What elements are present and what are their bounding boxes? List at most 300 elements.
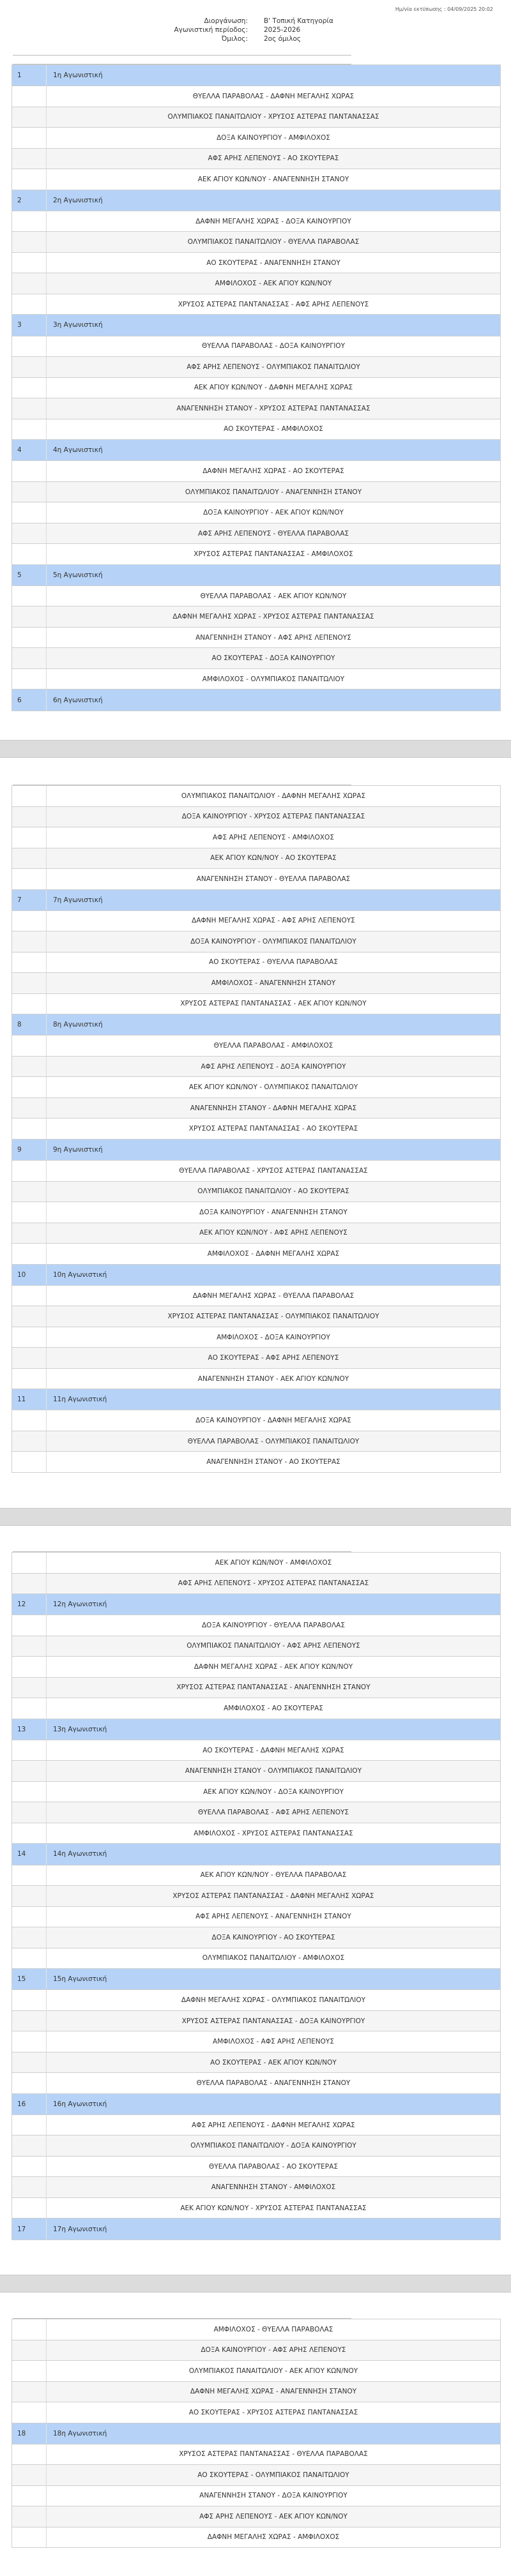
match-label: ΑΕΚ ΑΓΙΟΥ ΚΩΝ/ΝΟΥ - ΟΛΥΜΠΙΑΚΟΣ ΠΑΝΑΙΤΩΛΙΟΥ: [188, 1083, 358, 1092]
round-number: 16: [12, 2094, 47, 2114]
match-spacer-cell: [12, 2177, 47, 2197]
match-label: ΑΝΑΓΕΝΝΗΣΗ ΣΤΑΝΟΥ - ΑΦΣ ΑΡΗΣ ΛΕΠΕΝΟΥΣ: [195, 633, 351, 642]
match-spacer-cell: [12, 294, 47, 315]
round-label: 10η Αγωνιστική: [53, 1270, 107, 1279]
match-spacer-cell: [12, 1369, 47, 1389]
match-row: [12, 2198, 500, 2219]
round-label: 18η Αγωνιστική: [53, 2429, 107, 2437]
match-row: [12, 2402, 500, 2423]
match-label: ΟΛΥΜΠΙΑΚΟΣ ΠΑΝΑΙΤΩΛΙΟΥ - ΔΟΞΑ ΚΑΙΝΟΥΡΓΙΟΥ: [190, 2142, 356, 2150]
match-spacer-cell: [12, 1740, 47, 1761]
match-label: ΘΥΕΛΛΑ ΠΑΡΑΒΟΛΑΣ - ΔΑΦΝΗ ΜΕΓΑΛΗΣ ΧΩΡΑΣ: [192, 92, 355, 100]
match-spacer-cell: [12, 1077, 47, 1097]
round-header-row: [12, 315, 500, 336]
match-label: ΑΦΣ ΑΡΗΣ ΛΕΠΕΝΟΥΣ - ΑΟ ΣΚΟΥΤΕΡΑΣ: [208, 154, 339, 163]
match-row: [12, 169, 500, 190]
match-spacer-cell: [12, 2011, 47, 2031]
match-row: [12, 1286, 500, 1307]
match-spacer-cell: [12, 2135, 47, 2156]
match-spacer-cell: [12, 482, 47, 502]
match-spacer-cell: [12, 2340, 47, 2361]
match-spacer-cell: [12, 1907, 47, 1927]
match-row: [12, 1657, 500, 1678]
match-row: [12, 1431, 500, 1452]
match-spacer-cell: [12, 2486, 47, 2506]
match-label: ΑΟ ΣΚΟΥΤΕΡΑΣ - ΧΡΥΣΟΣ ΑΣΤΕΡΑΣ ΠΑΝΤΑΝΑΣΣΑΣ: [188, 2408, 358, 2416]
match-spacer-cell: [12, 648, 47, 668]
round-number: 18: [12, 2423, 47, 2444]
match-spacer-cell: [12, 1657, 47, 1677]
match-row: [12, 911, 500, 932]
match-spacer-cell: [12, 1244, 47, 1264]
match-label: ΑΝΑΓΕΝΝΗΣΗ ΣΤΑΝΟΥ - ΔΑΦΝΗ ΜΕΓΑΛΗΣ ΧΩΡΑΣ: [190, 1104, 357, 1112]
match-label: ΑΕΚ ΑΓΙΟΥ ΚΩΝ/ΝΟΥ - ΑΦΣ ΑΡΗΣ ΛΕΠΕΝΟΥΣ: [199, 1229, 347, 1237]
match-row: [12, 398, 500, 419]
match-row: [12, 357, 500, 378]
match-label: ΔΑΦΝΗ ΜΕΓΑΛΗΣ ΧΩΡΑΣ - ΟΛΥΜΠΙΑΚΟΣ ΠΑΝΑΙΤΩΛΙΟΥ: [181, 1996, 366, 2004]
match-label: ΟΛΥΜΠΙΑΚΟΣ ΠΑΝΑΙΤΩΛΙΟΥ - ΘΥΕΛΛΑ ΠΑΡΑΒΟΛΑΣ: [187, 238, 360, 246]
round-label: 16η Αγωνιστική: [53, 2100, 107, 2108]
match-label: ΑΝΑΓΕΝΝΗΣΗ ΣΤΑΝΟΥ - ΑΜΦΙΛΟΧΟΣ: [211, 2183, 336, 2192]
match-row: [12, 648, 500, 669]
round-header-row: [12, 2423, 500, 2444]
match-row: [12, 1574, 500, 1595]
match-label: ΔΑΦΝΗ ΜΕΓΑΛΗΣ ΧΩΡΑΣ - ΑΝΑΓΕΝΝΗΣΗ ΣΤΑΝΟΥ: [190, 2388, 357, 2396]
organizer-label: Διοργάνωση:: [204, 17, 248, 25]
match-row: [12, 786, 500, 807]
document-header: [0, 17, 511, 43]
match-row: [12, 107, 500, 128]
match-row: [12, 1348, 500, 1369]
round-label: 17η Αγωνιστική: [53, 2225, 107, 2233]
round-number: 1: [12, 65, 47, 86]
match-label: ΧΡΥΣΟΣ ΑΣΤΕΡΑΣ ΠΑΝΤΑΝΑΣΣΑΣ - ΔΑΦΝΗ ΜΕΓΑΛΗΣ ΧΩΡΑΣ: [172, 1892, 374, 1900]
match-label: ΑΝΑΓΕΝΝΗΣΗ ΣΤΑΝΟΥ - ΘΥΕΛΛΑ ΠΑΡΑΒΟΛΑΣ: [196, 875, 351, 883]
match-label: ΑΜΦΙΛΟΧΟΣ - ΑΟ ΣΚΟΥΤΕΡΑΣ: [224, 1704, 323, 1712]
match-spacer-cell: [12, 378, 47, 398]
match-spacer-cell: [12, 149, 47, 169]
match-label: ΑΜΦΙΛΟΧΟΣ - ΔΟΞΑ ΚΑΙΝΟΥΡΓΙΟΥ: [217, 1333, 330, 1341]
round-number: 11: [12, 1389, 47, 1410]
match-label: ΑΦΣ ΑΡΗΣ ΛΕΠΕΝΟΥΣ - ΑΕΚ ΑΓΙΟΥ ΚΩΝ/ΝΟΥ: [199, 2512, 347, 2520]
match-spacer-cell: [12, 1574, 47, 1594]
table-top-rule: [13, 55, 351, 64]
match-row: [12, 1761, 500, 1782]
match-spacer-cell: [12, 1410, 47, 1431]
fixtures-table: [11, 785, 501, 1473]
round-header-row: [12, 1844, 500, 1865]
match-spacer-cell: [12, 1223, 47, 1244]
match-spacer-cell: [12, 1761, 47, 1781]
match-row: [12, 128, 500, 149]
fixture-page: [11, 2310, 501, 2548]
match-label: ΑΕΚ ΑΓΙΟΥ ΚΩΝ/ΝΟΥ - ΔΑΦΝΗ ΜΕΓΑΛΗΣ ΧΩΡΑΣ: [194, 384, 353, 392]
round-header-row: [12, 2094, 500, 2115]
match-label: ΧΡΥΣΟΣ ΑΣΤΕΡΑΣ ΠΑΝΤΑΝΑΣΣΑΣ - ΑΦΣ ΑΡΗΣ ΛΕΠΕΝΟΥΣ: [178, 300, 369, 308]
group-row: [0, 34, 511, 43]
round-label: 9η Αγωνιστική: [53, 1145, 103, 1154]
fixture-page: [11, 55, 501, 711]
match-spacer-cell: [12, 2402, 47, 2423]
match-spacer-cell: [12, 994, 47, 1014]
organizer-value: Β' Τοπική Κατηγορία: [264, 17, 333, 25]
round-number: 7: [12, 890, 47, 910]
match-label: ΑΟ ΣΚΟΥΤΕΡΑΣ - ΔΟΞΑ ΚΑΙΝΟΥΡΓΙΟΥ: [211, 654, 335, 663]
match-row: [12, 869, 500, 890]
match-spacer-cell: [12, 2444, 47, 2465]
match-row: [12, 973, 500, 994]
print-date: Ημ/νία εκτύπωσης : 04/09/2025 20:02: [395, 6, 493, 12]
match-label: ΑΦΣ ΑΡΗΣ ΛΕΠΕΝΟΥΣ - ΑΝΑΓΕΝΝΗΣΗ ΣΤΑΝΟΥ: [195, 1913, 351, 1921]
match-spacer-cell: [12, 911, 47, 931]
match-spacer-cell: [12, 953, 47, 973]
match-label: ΑΟ ΣΚΟΥΤΕΡΑΣ - ΔΑΦΝΗ ΜΕΓΑΛΗΣ ΧΩΡΑΣ: [202, 1746, 344, 1754]
match-spacer-cell: [12, 211, 47, 232]
round-header-row: [12, 1969, 500, 1990]
match-label: ΧΡΥΣΟΣ ΑΣΤΕΡΑΣ ΠΑΝΤΑΝΑΣΣΑΣ - ΔΟΞΑ ΚΑΙΝΟΥΡΓΙΟΥ: [181, 2017, 365, 2025]
match-row: [12, 1077, 500, 1098]
match-label: ΘΥΕΛΛΑ ΠΑΡΑΒΟΛΑΣ - ΑΕΚ ΑΓΙΟΥ ΚΩΝ/ΝΟΥ: [200, 592, 347, 600]
match-spacer-cell: [12, 1202, 47, 1223]
match-row: [12, 2073, 500, 2094]
match-row: [12, 1202, 500, 1223]
match-label: ΑΟ ΣΚΟΥΤΕΡΑΣ - ΟΛΥΜΠΙΑΚΟΣ ΠΑΝΑΙΤΩΛΙΟΥ: [197, 2471, 349, 2479]
match-spacer-cell: [12, 1990, 47, 2010]
match-spacer-cell: [12, 827, 47, 848]
match-row: [12, 86, 500, 107]
match-row: [12, 628, 500, 649]
match-row: [12, 807, 500, 828]
match-label: ΑΦΣ ΑΡΗΣ ΛΕΠΕΝΟΥΣ - ΔΟΞΑ ΚΑΙΝΟΥΡΓΙΟΥ: [201, 1062, 346, 1071]
round-label: 5η Αγωνιστική: [53, 571, 103, 579]
match-spacer-cell: [12, 848, 47, 869]
match-row: [12, 1410, 500, 1431]
match-label: ΑΕΚ ΑΓΙΟΥ ΚΩΝ/ΝΟΥ - ΑΟ ΣΚΟΥΤΕΡΑΣ: [210, 854, 337, 862]
match-row: [12, 2011, 500, 2032]
match-spacer-cell: [12, 253, 47, 273]
match-spacer-cell: [12, 586, 47, 606]
round-label: 3η Αγωνιστική: [53, 321, 103, 329]
match-spacer-cell: [12, 2157, 47, 2177]
match-label: ΑΝΑΓΕΝΝΗΣΗ ΣΤΑΝΟΥ - ΑΕΚ ΑΓΙΟΥ ΚΩΝ/ΝΟΥ: [197, 1375, 349, 1383]
match-row: [12, 1161, 500, 1182]
match-spacer-cell: [12, 606, 47, 627]
round-label: 2η Αγωνιστική: [53, 196, 103, 204]
round-label: 11η Αγωνιστική: [53, 1396, 107, 1404]
match-spacer-cell: [12, 1636, 47, 1657]
match-label: ΟΛΥΜΠΙΑΚΟΣ ΠΑΝΑΙΤΩΛΙΟΥ - ΑΦΣ ΑΡΗΣ ΛΕΠΕΝΟΥΣ: [187, 1642, 360, 1650]
match-spacer-cell: [12, 1327, 47, 1348]
match-label: ΔΑΦΝΗ ΜΕΓΑΛΗΣ ΧΩΡΑΣ - ΑΦΣ ΑΡΗΣ ΛΕΠΕΝΟΥΣ: [192, 917, 355, 925]
match-spacer-cell: [12, 807, 47, 827]
match-row: [12, 1369, 500, 1390]
match-spacer-cell: [12, 1927, 47, 1948]
match-label: ΔΑΦΝΗ ΜΕΓΑΛΗΣ ΧΩΡΑΣ - ΑΟ ΣΚΟΥΤΕΡΑΣ: [202, 467, 344, 475]
match-spacer-cell: [12, 2465, 47, 2485]
match-row: [12, 1098, 500, 1119]
match-row: [12, 1327, 500, 1348]
match-spacer-cell: [12, 1182, 47, 1202]
match-label: ΔΑΦΝΗ ΜΕΓΑΛΗΣ ΧΩΡΑΣ - ΘΥΕΛΛΑ ΠΑΡΑΒΟΛΑΣ: [192, 1292, 355, 1300]
match-row: [12, 2382, 500, 2403]
round-number: 5: [12, 565, 47, 585]
match-row: [12, 461, 500, 482]
round-label: 6η Αγωνιστική: [53, 696, 103, 704]
match-row: [12, 1823, 500, 1844]
match-label: ΧΡΥΣΟΣ ΑΣΤΕΡΑΣ ΠΑΝΤΑΝΑΣΣΑΣ - ΟΛΥΜΠΙΑΚΟΣ ΠΑΝΑΙΤΩΛΙΟΥ: [167, 1313, 379, 1320]
match-row: [12, 848, 500, 870]
match-spacer-cell: [12, 669, 47, 689]
match-label: ΧΡΥΣΟΣ ΑΣΤΕΡΑΣ ΠΑΝΤΑΝΑΣΣΑΣ - ΘΥΕΛΛΑ ΠΑΡΑΒΟΛΑΣ: [179, 2450, 368, 2459]
match-spacer-cell: [12, 1802, 47, 1823]
match-label: ΑΟ ΣΚΟΥΤΕΡΑΣ - ΑΦΣ ΑΡΗΣ ΛΕΠΕΝΟΥΣ: [208, 1354, 339, 1362]
match-spacer-cell: [12, 1306, 47, 1327]
match-spacer-cell: [12, 1553, 47, 1573]
match-label: ΘΥΕΛΛΑ ΠΑΡΑΒΟΛΑΣ - ΑΝΑΓΕΝΝΗΣΗ ΣΤΑΝΟΥ: [196, 2079, 351, 2087]
match-spacer-cell: [12, 232, 47, 252]
match-label: ΑΦΣ ΑΡΗΣ ΛΕΠΕΝΟΥΣ - ΟΛΥΜΠΙΑΚΟΣ ΠΑΝΑΙΤΩΛΙΟΥ: [187, 363, 360, 371]
match-spacer-cell: [12, 1036, 47, 1056]
page-separator: [0, 740, 511, 758]
match-spacer-cell: [12, 973, 47, 993]
match-spacer-cell: [12, 1057, 47, 1077]
match-spacer-cell: [12, 2319, 47, 2340]
match-label: ΔΟΞΑ ΚΑΙΝΟΥΡΓΙΟΥ - ΑΟ ΣΚΟΥΤΕΡΑΣ: [211, 1933, 335, 1941]
match-row: [12, 1802, 500, 1823]
match-label: ΑΝΑΓΕΝΝΗΣΗ ΣΤΑΝΟΥ - ΔΟΞΑ ΚΑΙΝΟΥΡΓΙΟΥ: [199, 2492, 347, 2500]
match-label: ΔΟΞΑ ΚΑΙΝΟΥΡΓΙΟΥ - ΑΜΦΙΛΟΧΟΣ: [217, 133, 330, 142]
match-row: [12, 253, 500, 274]
match-spacer-cell: [12, 869, 47, 889]
round-header-row: [12, 2218, 500, 2239]
match-row: [12, 1244, 500, 1265]
match-row: [12, 953, 500, 974]
match-row: [12, 1223, 500, 1244]
round-header-row: [12, 1014, 500, 1036]
match-row: [12, 2031, 500, 2053]
round-number: 10: [12, 1265, 47, 1285]
match-spacer-cell: [12, 2361, 47, 2381]
round-label: 7η Αγωνιστική: [53, 896, 103, 904]
round-number: 3: [12, 315, 47, 335]
match-spacer-cell: [12, 1452, 47, 1472]
match-label: ΑΦΣ ΑΡΗΣ ΛΕΠΕΝΟΥΣ - ΑΜΦΙΛΟΧΟΣ: [213, 833, 334, 841]
round-header-row: [12, 1140, 500, 1161]
match-row: [12, 502, 500, 523]
match-label: ΑΜΦΙΛΟΧΟΣ - ΑΝΑΓΕΝΝΗΣΗ ΣΤΑΝΟΥ: [211, 979, 336, 987]
match-row: [12, 1119, 500, 1140]
round-header-row: [12, 1719, 500, 1740]
match-label: ΑΜΦΙΛΟΧΟΣ - ΔΑΦΝΗ ΜΕΓΑΛΗΣ ΧΩΡΑΣ: [207, 1249, 340, 1258]
match-row: [12, 336, 500, 358]
round-number: 13: [12, 1719, 47, 1740]
round-label: 15η Αγωνιστική: [53, 1975, 107, 1984]
fixtures-table: [11, 2319, 501, 2548]
season-label: Αγωνιστική περίοδος:: [174, 26, 248, 34]
match-spacer-cell: [12, 169, 47, 190]
match-row: [12, 211, 500, 232]
match-row: [12, 1948, 500, 1970]
round-header-row: [12, 890, 500, 911]
match-row: [12, 482, 500, 503]
match-label: ΔΟΞΑ ΚΑΙΝΟΥΡΓΙΟΥ - ΧΡΥΣΟΣ ΑΣΤΕΡΑΣ ΠΑΝΤΑΝΑΣΣΑΣ: [181, 813, 365, 821]
page-separator: [0, 2275, 511, 2293]
round-label: 12η Αγωνιστική: [53, 1601, 107, 1609]
fixture-page: [11, 776, 501, 1473]
page-separator: [0, 1508, 511, 1526]
match-row: [12, 2465, 500, 2486]
group-label: Όμιλος:: [221, 35, 248, 43]
match-row: [12, 2361, 500, 2382]
match-spacer-cell: [12, 786, 47, 806]
match-spacer-cell: [12, 628, 47, 648]
match-spacer-cell: [12, 2527, 47, 2548]
match-row: [12, 232, 500, 253]
match-spacer-cell: [12, 1119, 47, 1139]
match-spacer-cell: [12, 461, 47, 481]
match-label: ΔΑΦΝΗ ΜΕΓΑΛΗΣ ΧΩΡΑΣ - ΧΡΥΣΟΣ ΑΣΤΕΡΑΣ ΠΑΝΤΑΝΑΣΣΑΣ: [172, 613, 374, 621]
match-label: ΧΡΥΣΟΣ ΑΣΤΕΡΑΣ ΠΑΝΤΑΝΑΣΣΑΣ - ΑΕΚ ΑΓΙΟΥ ΚΩΝ/ΝΟΥ: [180, 1000, 367, 1008]
match-label: ΑΟ ΣΚΟΥΤΕΡΑΣ - ΘΥΕΛΛΑ ΠΑΡΑΒΟΛΑΣ: [209, 958, 338, 967]
match-label: ΘΥΕΛΛΑ ΠΑΡΑΒΟΛΑΣ - ΑΜΦΙΛΟΧΟΣ: [213, 1042, 333, 1050]
match-spacer-cell: [12, 1823, 47, 1844]
match-label: ΧΡΥΣΟΣ ΑΣΤΕΡΑΣ ΠΑΝΤΑΝΑΣΣΑΣ - ΑΝΑΓΕΝΝΗΣΗ ΣΤΑΝΟΥ: [176, 1683, 370, 1692]
match-spacer-cell: [12, 1782, 47, 1802]
match-label: ΔΑΦΝΗ ΜΕΓΑΛΗΣ ΧΩΡΑΣ - ΔΟΞΑ ΚΑΙΝΟΥΡΓΙΟΥ: [195, 217, 351, 225]
round-header-row: [12, 440, 500, 461]
match-row: [12, 1886, 500, 1907]
round-header-row: [12, 565, 500, 586]
match-label: ΘΥΕΛΛΑ ΠΑΡΑΒΟΛΑΣ - ΑΦΣ ΑΡΗΣ ΛΕΠΕΝΟΥΣ: [197, 1809, 349, 1817]
match-row: [12, 2527, 500, 2548]
match-row: [12, 1927, 500, 1948]
match-row: [12, 1615, 500, 1636]
fixture-page: [11, 1543, 501, 2240]
match-row: [12, 827, 500, 848]
match-label: ΟΛΥΜΠΙΑΚΟΣ ΠΑΝΑΙΤΩΛΙΟΥ - ΑΜΦΙΛΟΧΟΣ: [202, 1954, 345, 1962]
match-label: ΑΕΚ ΑΓΙΟΥ ΚΩΝ/ΝΟΥ - ΑΝΑΓΕΝΝΗΣΗ ΣΤΑΝΟΥ: [197, 175, 349, 183]
match-label: ΔΑΦΝΗ ΜΕΓΑΛΗΣ ΧΩΡΑΣ - ΑΕΚ ΑΓΙΟΥ ΚΩΝ/ΝΟΥ: [194, 1662, 353, 1671]
match-row: [12, 2444, 500, 2466]
match-row: [12, 2506, 500, 2527]
fixtures-table: [11, 1552, 501, 2240]
match-row: [12, 1990, 500, 2011]
match-row: [12, 273, 500, 294]
round-header-row: [12, 1594, 500, 1615]
match-spacer-cell: [12, 1886, 47, 1906]
match-label: ΟΛΥΜΠΙΑΚΟΣ ΠΑΝΑΙΤΩΛΙΟΥ - ΑΝΑΓΕΝΝΗΣΗ ΣΤΑΝΟΥ: [185, 488, 362, 496]
table-top-rule: [13, 2310, 351, 2319]
match-spacer-cell: [12, 2031, 47, 2052]
match-label: ΑΕΚ ΑΓΙΟΥ ΚΩΝ/ΝΟΥ - ΑΜΦΙΛΟΧΟΣ: [215, 1558, 332, 1567]
match-row: [12, 294, 500, 315]
match-row: [12, 1182, 500, 1203]
match-label: ΑΟ ΣΚΟΥΤΕΡΑΣ - ΑΝΑΓΕΝΝΗΣΗ ΣΤΑΝΟΥ: [206, 259, 340, 267]
match-row: [12, 2135, 500, 2157]
table-top-rule: [13, 776, 351, 785]
match-spacer-cell: [12, 1698, 47, 1719]
match-row: [12, 2319, 500, 2340]
match-label: ΑΜΦΙΛΟΧΟΣ - ΧΡΥΣΟΣ ΑΣΤΕΡΑΣ ΠΑΝΤΑΝΑΣΣΑΣ: [194, 1829, 353, 1837]
match-spacer-cell: [12, 336, 47, 357]
match-row: [12, 1740, 500, 1761]
match-label: ΑΕΚ ΑΓΙΟΥ ΚΩΝ/ΝΟΥ - ΧΡΥΣΟΣ ΑΣΤΕΡΑΣ ΠΑΝΤΑΝΑΣΣΑΣ: [180, 2204, 367, 2212]
round-number: 15: [12, 1969, 47, 1989]
match-label: ΑΕΚ ΑΓΙΟΥ ΚΩΝ/ΝΟΥ - ΔΟΞΑ ΚΑΙΝΟΥΡΓΙΟΥ: [203, 1788, 344, 1796]
match-label: ΧΡΥΣΟΣ ΑΣΤΕΡΑΣ ΠΑΝΤΑΝΑΣΣΑΣ - ΑΟ ΣΚΟΥΤΕΡΑΣ: [188, 1125, 358, 1133]
round-number: 8: [12, 1014, 47, 1035]
match-spacer-cell: [12, 419, 47, 440]
round-label: 8η Αγωνιστική: [53, 1021, 103, 1029]
match-spacer-cell: [12, 2053, 47, 2073]
match-spacer-cell: [12, 273, 47, 294]
match-row: [12, 2177, 500, 2198]
match-row: [12, 149, 500, 170]
group-value: 2ος όμιλος: [264, 35, 301, 43]
match-spacer-cell: [12, 128, 47, 148]
match-label: ΑΜΦΙΛΟΧΟΣ - ΑΦΣ ΑΡΗΣ ΛΕΠΕΝΟΥΣ: [213, 2038, 334, 2045]
round-number: 6: [12, 689, 47, 710]
match-spacer-cell: [12, 1098, 47, 1119]
match-label: ΘΥΕΛΛΑ ΠΑΡΑΒΟΛΑΣ - ΔΟΞΑ ΚΑΙΝΟΥΡΓΙΟΥ: [202, 342, 345, 350]
round-header-row: [12, 1265, 500, 1286]
match-label: ΔΟΞΑ ΚΑΙΝΟΥΡΓΙΟΥ - ΘΥΕΛΛΑ ΠΑΡΑΒΟΛΑΣ: [202, 1621, 345, 1629]
match-row: [12, 1306, 500, 1327]
match-spacer-cell: [12, 1348, 47, 1368]
round-label: 4η Αγωνιστική: [53, 446, 103, 455]
match-row: [12, 1636, 500, 1657]
match-row: [12, 544, 500, 565]
match-label: ΟΛΥΜΠΙΑΚΟΣ ΠΑΝΑΙΤΩΛΙΟΥ - ΔΑΦΝΗ ΜΕΓΑΛΗΣ ΧΩΡΑΣ: [181, 792, 366, 800]
round-header-row: [12, 65, 500, 86]
match-label: ΑΦΣ ΑΡΗΣ ΛΕΠΕΝΟΥΣ - ΧΡΥΣΟΣ ΑΣΤΕΡΑΣ ΠΑΝΤΑΝΑΣΣΑΣ: [178, 1579, 369, 1588]
match-row: [12, 2340, 500, 2361]
match-row: [12, 1452, 500, 1472]
match-label: ΘΥΕΛΛΑ ΠΑΡΑΒΟΛΑΣ - ΑΟ ΣΚΟΥΤΕΡΑΣ: [209, 2162, 338, 2171]
match-label: ΑΕΚ ΑΓΙΟΥ ΚΩΝ/ΝΟΥ - ΘΥΕΛΛΑ ΠΑΡΑΒΟΛΑΣ: [200, 1871, 347, 1879]
round-number: 2: [12, 190, 47, 211]
match-row: [12, 1057, 500, 1078]
match-label: ΑΝΑΓΕΝΝΗΣΗ ΣΤΑΝΟΥ - ΑΟ ΣΚΟΥΤΕΡΑΣ: [206, 1458, 340, 1466]
match-label: ΧΡΥΣΟΣ ΑΣΤΕΡΑΣ ΠΑΝΤΑΝΑΣΣΑΣ - ΑΜΦΙΛΟΧΟΣ: [194, 550, 353, 558]
match-row: [12, 606, 500, 628]
round-header-row: [12, 1389, 500, 1410]
round-number: 9: [12, 1140, 47, 1160]
match-row: [12, 419, 500, 441]
match-spacer-cell: [12, 2506, 47, 2527]
match-spacer-cell: [12, 1615, 47, 1636]
match-label: ΑΟ ΣΚΟΥΤΕΡΑΣ - ΑΜΦΙΛΟΧΟΣ: [224, 425, 323, 433]
round-label: 1η Αγωνιστική: [53, 72, 103, 80]
match-spacer-cell: [12, 544, 47, 564]
match-row: [12, 2053, 500, 2074]
match-spacer-cell: [12, 1286, 47, 1306]
match-spacer-cell: [12, 2382, 47, 2402]
match-row: [12, 523, 500, 545]
table-top-rule: [13, 1543, 351, 1552]
season-value: 2025-2026: [264, 26, 301, 34]
round-header-row: [12, 689, 500, 710]
match-row: [12, 994, 500, 1015]
match-label: ΔΟΞΑ ΚΑΙΝΟΥΡΓΙΟΥ - ΑΦΣ ΑΡΗΣ ΛΕΠΕΝΟΥΣ: [201, 2346, 346, 2354]
match-label: ΑΜΦΙΛΟΧΟΣ - ΘΥΕΛΛΑ ΠΑΡΑΒΟΛΑΣ: [213, 2325, 333, 2333]
match-label: ΑΜΦΙΛΟΧΟΣ - ΟΛΥΜΠΙΑΚΟΣ ΠΑΝΑΙΤΩΛΙΟΥ: [202, 675, 345, 683]
match-label: ΟΛΥΜΠΙΑΚΟΣ ΠΑΝΑΙΤΩΛΙΟΥ - ΑΟ ΣΚΟΥΤΕΡΑΣ: [197, 1187, 349, 1196]
match-spacer-cell: [12, 398, 47, 419]
match-spacer-cell: [12, 1865, 47, 1886]
match-spacer-cell: [12, 86, 47, 107]
match-spacer-cell: [12, 1948, 47, 1969]
